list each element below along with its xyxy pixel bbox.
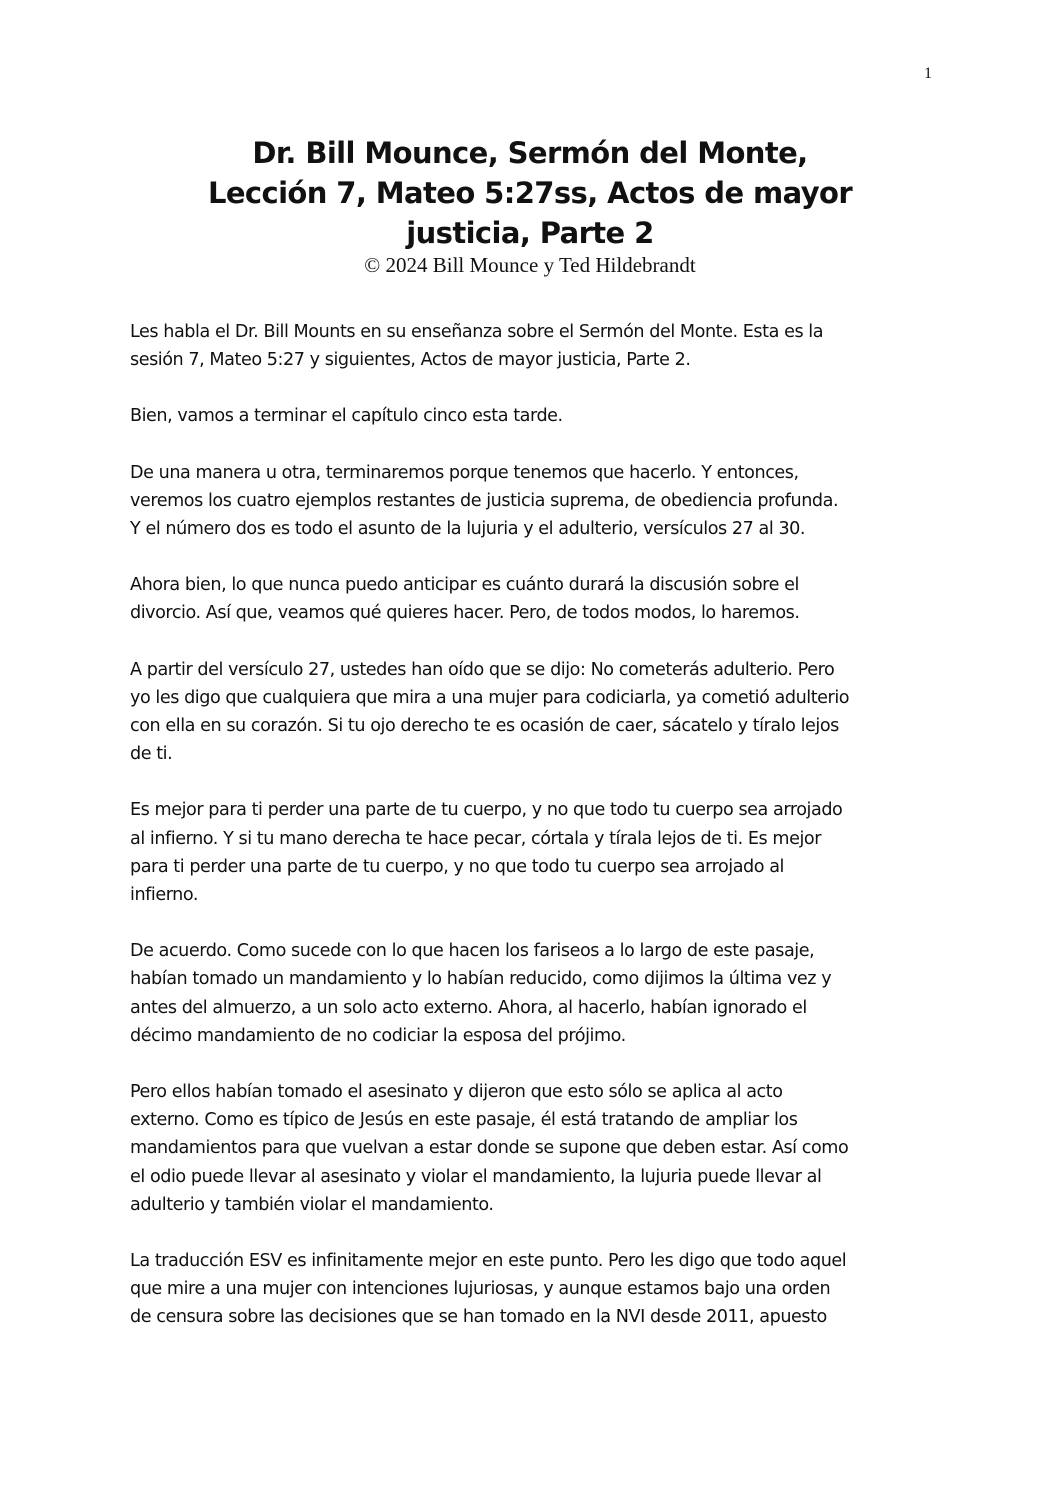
paragraph-line: divorcio. Así que, veamos qué quieres hacer. Pero, de todos modos, lo haremos. (130, 603, 800, 624)
paragraph-line: Bien, vamos a terminar el capítulo cinco esta tarde. (130, 406, 563, 427)
paragraph-line: Ahora bien, lo que nunca puedo anticipar es cuánto durará la discusión sobre el (130, 575, 799, 596)
paragraph-line: La traducción ESV es infinitamente mejor en este punto. Pero les digo que todo aquel (130, 1251, 847, 1272)
title-line: Dr. Bill Mounce, Sermón del Monte, (252, 136, 808, 170)
paragraph-line: de ti. (130, 744, 173, 765)
title-line: justicia, Parte 2 (406, 216, 654, 250)
paragraph-line: De una manera u otra, terminaremos porque tenemos que hacerlo. Y entonces, (130, 462, 799, 483)
paragraph-line: veremos los cuatro ejemplos restantes de justicia suprema, de obediencia profunda. (130, 490, 839, 511)
copyright-notice: © 2024 Bill Mounce y Ted Hildebrandt (364, 253, 696, 277)
paragraph-line: sesión 7, Mateo 5:27 y siguientes, Actos de mayor justicia, Parte 2. (130, 350, 691, 371)
paragraph-line: infierno. (130, 885, 199, 906)
paragraph-line: que mire a una mujer con intenciones lujuriosas, y aunque estamos bajo una orden (130, 1279, 831, 1300)
paragraph (130, 1247, 945, 1332)
paragraph-line: Y el número dos es todo el asunto de la lujuria y el adulterio, versículos 27 al 30. (130, 519, 806, 540)
paragraph (130, 571, 945, 627)
paragraph-line: con ella en su corazón. Si tu ojo derecho te es ocasión de caer, sácatelo y tíralo lejos (130, 716, 839, 737)
paragraph (130, 402, 945, 430)
paragraph (130, 318, 945, 374)
paragraph-line: habían tomado un mandamiento y lo habían reducido, como dijimos la última vez y (130, 969, 832, 990)
paragraph-line: adulterio y también violar el mandamiento. (130, 1194, 494, 1215)
title-line: Lección 7, Mateo 5:27ss, Actos de mayor (207, 176, 853, 210)
paragraph-line: De acuerdo. Como sucede con lo que hacen los fariseos a lo largo de este pasaje, (130, 941, 815, 962)
paragraph-line: al infierno. Y si tu mano derecha te hace pecar, córtala y tírala lejos de ti. Es mejor (130, 828, 821, 849)
paragraph (130, 937, 945, 1050)
paragraph-line: Pero ellos habían tomado el asesinato y dijeron que esto sólo se aplica al acto (130, 1082, 783, 1103)
paragraph-line: el odio puede llevar al asesinato y violar el mandamiento, la lujuria puede llevar al (130, 1166, 822, 1187)
paragraph-line: A partir del versículo 27, ustedes han oído que se dijo: No cometerás adulterio. Pero (130, 659, 835, 680)
paragraph (130, 459, 945, 544)
paragraph-line: externo. Como es típico de Jesús en este pasaje, él está tratando de ampliar los (130, 1110, 798, 1131)
paragraph (130, 656, 945, 769)
paragraph-line: para ti perder una parte de tu cuerpo, y no que todo tu cuerpo sea arrojado al (130, 856, 784, 877)
paragraph (130, 796, 945, 909)
paragraph-line: yo les digo que cualquiera que mira a una mujer para codiciarla, ya cometió adulterio (130, 687, 850, 708)
paragraph (130, 1078, 945, 1219)
paragraph-line: antes del almuerzo, a un solo acto externo. Ahora, al hacerlo, habían ignorado el (130, 997, 807, 1018)
paragraph-line: décimo mandamiento de no codiciar la esposa del prójimo. (130, 1025, 626, 1046)
paragraph-line: mandamientos para que vuelvan a estar donde se supone que deben estar. Así como (130, 1138, 849, 1159)
document-body (130, 318, 945, 1360)
document-header (130, 133, 930, 276)
paragraph-line: Les habla el Dr. Bill Mounts en su enseñanza sobre el Sermón del Monte. Esta es la (130, 322, 824, 342)
page-number: 1 (924, 65, 932, 82)
paragraph-line: de censura sobre las decisiones que se han tomado en la NVI desde 2011, apuesto (130, 1307, 827, 1328)
paragraph-line: Es mejor para ti perder una parte de tu cuerpo, y no que todo tu cuerpo sea arrojado (130, 800, 843, 821)
